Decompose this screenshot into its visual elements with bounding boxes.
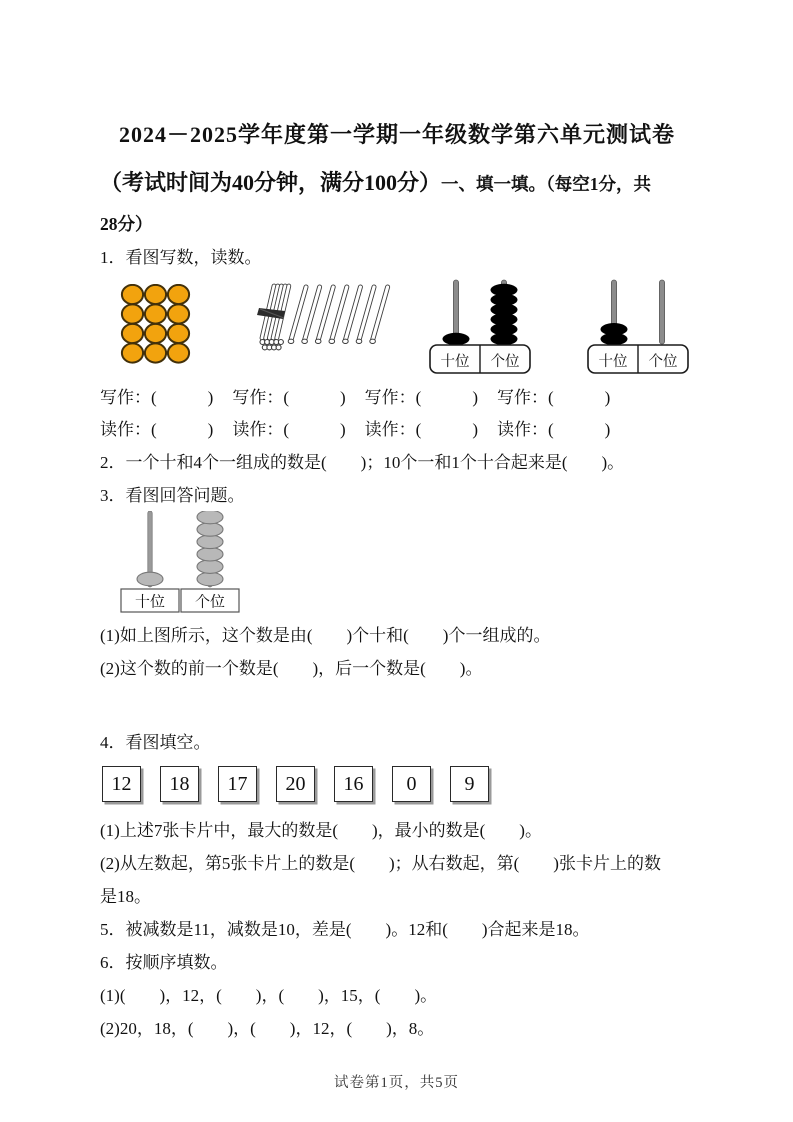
question-2-text: 2．一个十和4个一组成的数是( )；10个一和1个十合起来是( )。 xyxy=(100,453,625,472)
question-1-figures xyxy=(100,276,694,378)
question-4-text: 4．看图填空。 xyxy=(100,733,211,752)
question-3-sub-1: (1)如上图所示，这个数是由( )个十和( )个一组成的。 xyxy=(100,626,551,645)
svg-text:个位: 个位 xyxy=(490,354,520,370)
counting-circles-figure xyxy=(120,284,192,369)
question-4-sub-2-line-1: (2)从左数起，第5张卡片上的数是( )；从右数起，第( )张卡片上的数 xyxy=(100,854,661,873)
page-footer: 试卷第1页，共5页 xyxy=(334,1075,459,1091)
abacus-figure-2 xyxy=(586,278,690,381)
number-cards xyxy=(102,766,694,806)
sticks-bundle-figure xyxy=(248,282,400,367)
number-card: 16 xyxy=(334,766,373,802)
question-4-sub-2-line-2: 是18。 xyxy=(100,887,151,906)
section-note: （每空1分，共 xyxy=(546,174,652,194)
section-heading: 一、填一填。 xyxy=(441,174,547,194)
section-note-continued: 28分） xyxy=(100,214,153,234)
question-5-text: 5．被减数是11，减数是10，差是( )。12和( )合起来是18。 xyxy=(100,920,590,939)
question-6-text: 6．按顺序填数。 xyxy=(100,953,228,972)
read-number-row xyxy=(100,418,694,442)
question-6-sub-1: (1)( )，12，( )，( )，15，( )。 xyxy=(100,986,438,1005)
abacus-figure-3 xyxy=(118,511,694,615)
question-1-text: 1．看图写数，读数。 xyxy=(100,248,262,267)
svg-text:十位: 十位 xyxy=(440,354,470,370)
question-6-sub-2: (2)20，18，( )，( )，12，( )，8。 xyxy=(100,1019,435,1038)
write-blank-1: 写作：( ) xyxy=(100,388,214,407)
number-card: 17 xyxy=(218,766,257,802)
paper-subtitle-line xyxy=(100,167,694,200)
read-blank-2: 读作：( ) xyxy=(232,420,346,439)
number-card: 12 xyxy=(102,766,141,802)
question-3-text: 3．看图回答问题。 xyxy=(100,486,245,505)
read-blank-1: 读作：( ) xyxy=(100,420,214,439)
paper-title: 2024－2025学年度第一学期一年级数学第六单元测试卷 xyxy=(118,122,675,147)
svg-text:个位: 个位 xyxy=(194,594,226,611)
exam-info: （考试时间为40分钟，满分100分） xyxy=(100,170,442,195)
number-card: 18 xyxy=(160,766,199,802)
write-blank-2: 写作：( ) xyxy=(232,388,346,407)
paper-content xyxy=(100,0,694,1041)
question-4-sub-1: (1)上述7张卡片中，最大的数是( )，最小的数是( )。 xyxy=(100,821,542,840)
read-blank-4: 读作：( ) xyxy=(496,420,611,439)
svg-text:十位: 十位 xyxy=(598,354,628,370)
number-card: 20 xyxy=(276,766,315,802)
question-3-sub-2: (2)这个数的前一个数是( )，后一个数是( )。 xyxy=(100,659,483,678)
abacus-figure-1 xyxy=(428,278,532,381)
write-blank-4: 写作：( ) xyxy=(496,388,611,407)
write-number-row xyxy=(100,386,694,410)
read-blank-3: 读作：( ) xyxy=(364,420,478,439)
number-card: 9 xyxy=(450,766,489,802)
svg-text:十位: 十位 xyxy=(134,594,166,611)
write-blank-3: 写作：( ) xyxy=(364,388,478,407)
number-card: 0 xyxy=(392,766,431,802)
svg-text:个位: 个位 xyxy=(648,354,678,370)
